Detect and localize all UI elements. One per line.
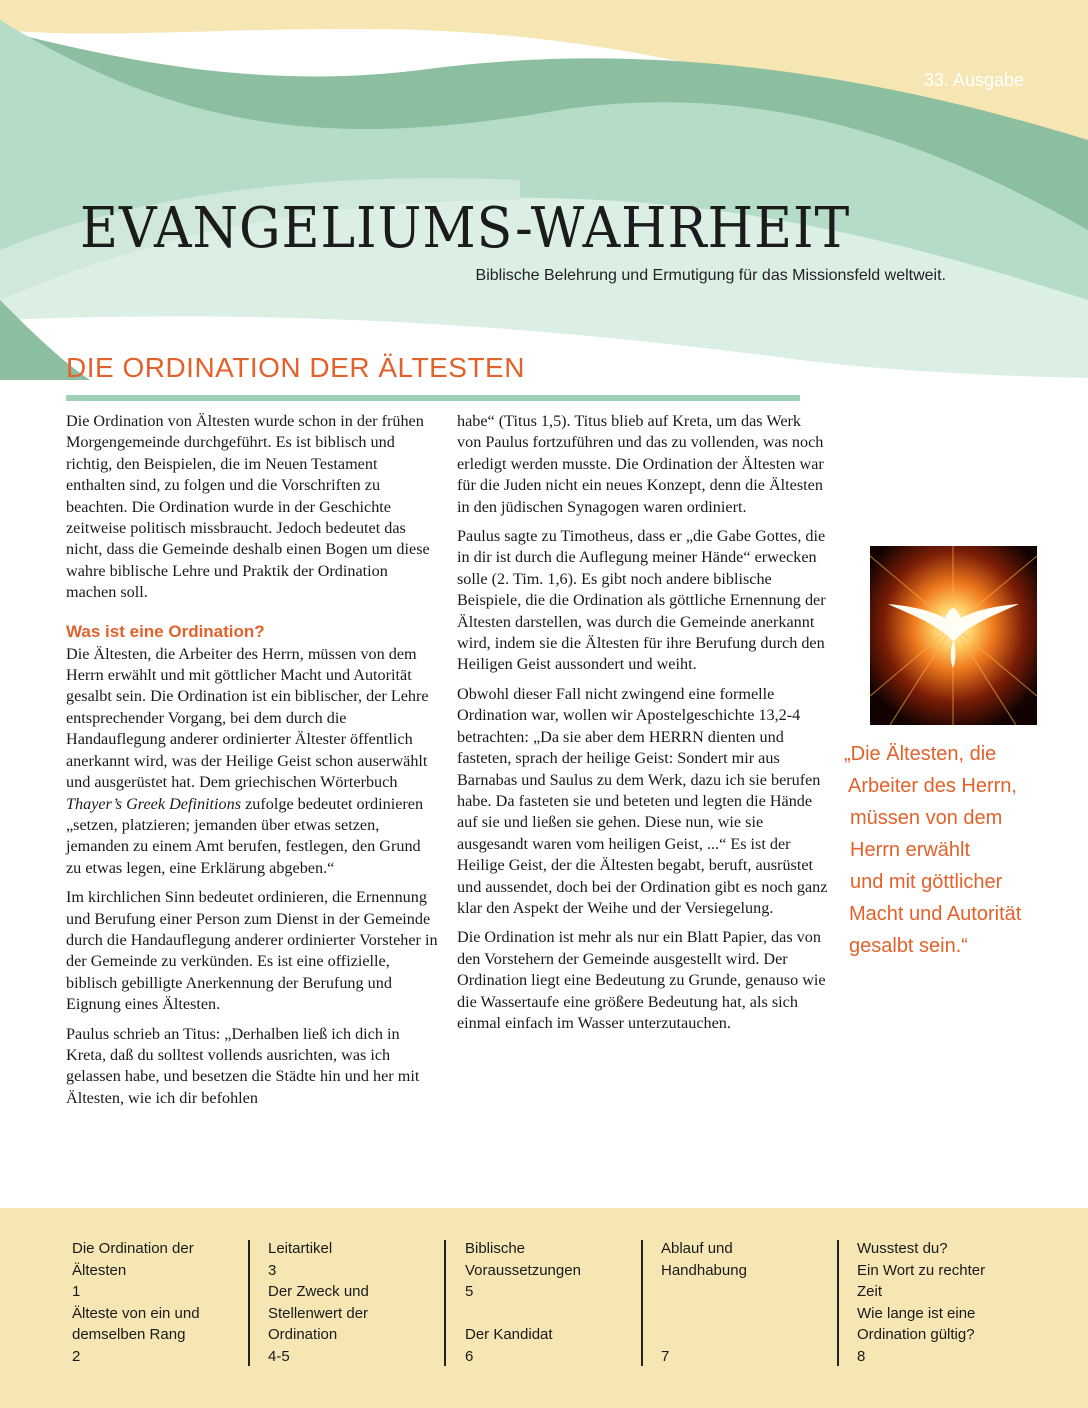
toc-line: Ein Wort zu rechter [857,1261,986,1279]
toc-divider [837,1240,839,1366]
pull-quote-line: Arbeiter des Herrn, [848,775,1017,797]
toc-page-number: 3 [268,1261,277,1279]
paragraph: Paulus schrieb an Titus: „Derhalben ließ ich dich in Kreta, daß du solltest vollends ausrichten, was ich gelassen habe, und besetzen die Städte hin und her mit Ältesten, wie ich dir befohlen [66,1024,420,1107]
toc-line: Ordination gültig? [857,1326,975,1343]
pull-quote-line: Herrn erwählt [850,839,971,861]
paragraph: Im kirchlichen Sinn bedeutet ordinieren, die Ernennung und Berufung einer Person zum Dienst in der Gemeinde durch die Handauflegung anderer ordinierter Vorsteher in der Gemeinde zu verkünden. Es ist eine offizielle, biblisch gebilligte Anerkennung der Berufung und Eignung eines Ältesten. [66,888,438,1014]
toc-page-number: 5 [465,1283,474,1300]
toc-entry[interactable] [465,1238,635,1367]
toc-line: Älteste von ein und [72,1304,200,1322]
toc-entry[interactable] [661,1238,831,1367]
toc-line: Der Kandidat [465,1326,553,1343]
toc-line: Biblische [465,1240,526,1257]
paragraph: Die Ordination von Ältesten wurde schon in der frühen Morgengemeinde durchgeführt. Es ist biblisch und richtig, den Beispielen, die im Neuen Testament enthalten sind, zu folgen und die Vorschriften zu beachten. Die Ordination wurde in der Geschichte zeitweise politisch missbraucht. Jedoch bedeutet das nicht, dass die Gemeinde deshalb einen Bogen um diese wahre biblische Lehre und Praktik der Ordination machen soll. [66,412,430,602]
toc-line: Voraussetzungen [465,1261,581,1279]
pull-quote-line: Macht und Autorität [849,903,1022,925]
toc-divider [641,1240,643,1366]
toc-entry[interactable] [72,1238,242,1367]
header-waves [0,0,1088,380]
toc-line [661,1324,831,1346]
toc-line: Ältesten [72,1261,127,1279]
pull-quote-line: müssen von dem [850,807,1003,829]
book-title: Thayer’s Greek Definitions [66,794,242,813]
toc-page-number: 8 [857,1347,866,1365]
toc-page-number: 4-5 [268,1347,290,1365]
toc-line [661,1303,831,1325]
dove-image [870,546,1037,725]
paragraph-text: zufolge bedeutet ordinieren „setzen, platzieren; jemanden über etwas setzen, jemanden zu einem Amt berufen, festlegen, den Grund zu etwas legen, eine Erklärung abgeben.“ [66,794,424,877]
toc-page-number: 1 [72,1283,81,1300]
toc-line [661,1281,831,1303]
toc-entry[interactable] [857,1238,1027,1367]
toc-line: Leitartikel [268,1240,333,1257]
issue-number: 33. Ausgabe [923,70,1024,90]
section-subheading: Was ist eine Ordination? [66,621,265,641]
header-banner [0,0,1088,380]
toc-line: Zeit [857,1283,883,1300]
title-rule [66,395,800,401]
paragraph: Obwohl dieser Fall nicht zwingend eine formelle Ordination war, wollen wir Apostelgeschichte 13,2-4 betrachten: „Da sie aber dem HERRN dienten und fasteten, sprach der heilige Geist: Sondert mir aus Barnabas und Saulus zu dem Werk, dazu ich sie berufen habe. Da fasteten sie und beteten und legten die Hände auf sie und ließen sie gehen. Diese nun, wie sie ausgesandt waren vom heiligen Geist, ...“ Es ist der Heilige Geist, der die Ältesten begabt, beruft, ausrüstet und aussendet, doch bei der Ordination gibt es noch ganz klar den Aspekt der Weihe und der Versiegelung. [457,684,828,917]
dove-icon [870,546,1037,725]
toc-line: Ablauf und [661,1240,733,1257]
paragraph: Paulus sagte zu Timotheus, dass er „die Gabe Gottes, die in dir ist durch die Auflegung meiner Hände“ erwecken solle (2. Tim. 1,6). Es gibt noch andere biblische Beispiele, die die Ordination als göttliche Ernennung der Ältesten darstellen, was durch die Gemeinde anerkannt wird, indem sie die Ältesten für ihre Berufung durch den Heiligen Geist aussondert und weiht. [457,527,826,674]
pull-quote-line: und mit göttlicher [850,871,1003,893]
toc-line [465,1303,635,1325]
toc-divider [248,1240,250,1366]
toc-line: Wie lange ist eine [857,1304,976,1322]
toc-page-number: 2 [72,1347,81,1365]
pull-quote-line: „Die Ältesten, die [844,743,997,765]
article-column-2 [457,411,829,1042]
paragraph-text: Die Ältesten, die Arbeiter des Herrn, müssen von dem Herrn erwählt und mit göttlicher Macht und Autorität gesalbt sein. Die Ordination ist ein biblischer, der Lehre entsprechender Vorgang, bei dem durch die Handauflegung anderer ordinierter Ältester öffentlich anerkannt wird, was der Heilige Geist schon auserwählt und ausgerüstet hat. Dem griechischen Wörterbuch [66,644,429,792]
toc-line: Wusstest du? [857,1240,948,1257]
toc-page-number: 7 [661,1347,670,1365]
article-column-1 [66,411,438,1117]
toc-line: Die Ordination der [72,1240,194,1257]
toc-entry[interactable] [268,1238,438,1367]
article-title: DIE ORDINATION DER ÄLTESTEN [66,352,525,383]
paragraph: habe“ (Titus 1,5). Titus blieb auf Kreta, um das Werk von Paulus fortzuführen und das zu vollenden, was noch erledigt werden musste. Die Ordination der Ältesten war für die Juden nicht ein neues Konzept, denn die Ältesten in den jüdischen Synagogen waren ordiniert. [457,412,824,516]
tagline: Biblische Belehrung und Ermutigung für das Missionsfeld weltweit. [475,267,946,284]
toc-line: Der Zweck und [268,1283,369,1300]
toc-page-number: 6 [465,1347,474,1365]
paragraph [66,644,438,879]
toc-line: Handhabung [661,1261,747,1279]
pull-quote [844,738,1064,962]
pull-quote-line: gesalbt sein.“ [849,935,968,957]
toc-divider [444,1240,446,1366]
paragraph: Die Ordination ist mehr als nur ein Blatt Papier, das von den Vorstehern der Gemeinde ausgestellt wird. Der Ordination liegt eine Bedeutung zu Grunde, genauso wie die Wassertaufe eine größere Bedeutung hat, als sich einmal einfach im Wasser unterzutauchen. [457,928,826,1032]
masthead-title: EVANGELIUMS-WAHRHEIT [80,196,851,261]
toc-line: Ordination [268,1326,338,1343]
toc-line: demselben Rang [72,1326,186,1343]
toc-line: Stellenwert der [268,1304,369,1322]
